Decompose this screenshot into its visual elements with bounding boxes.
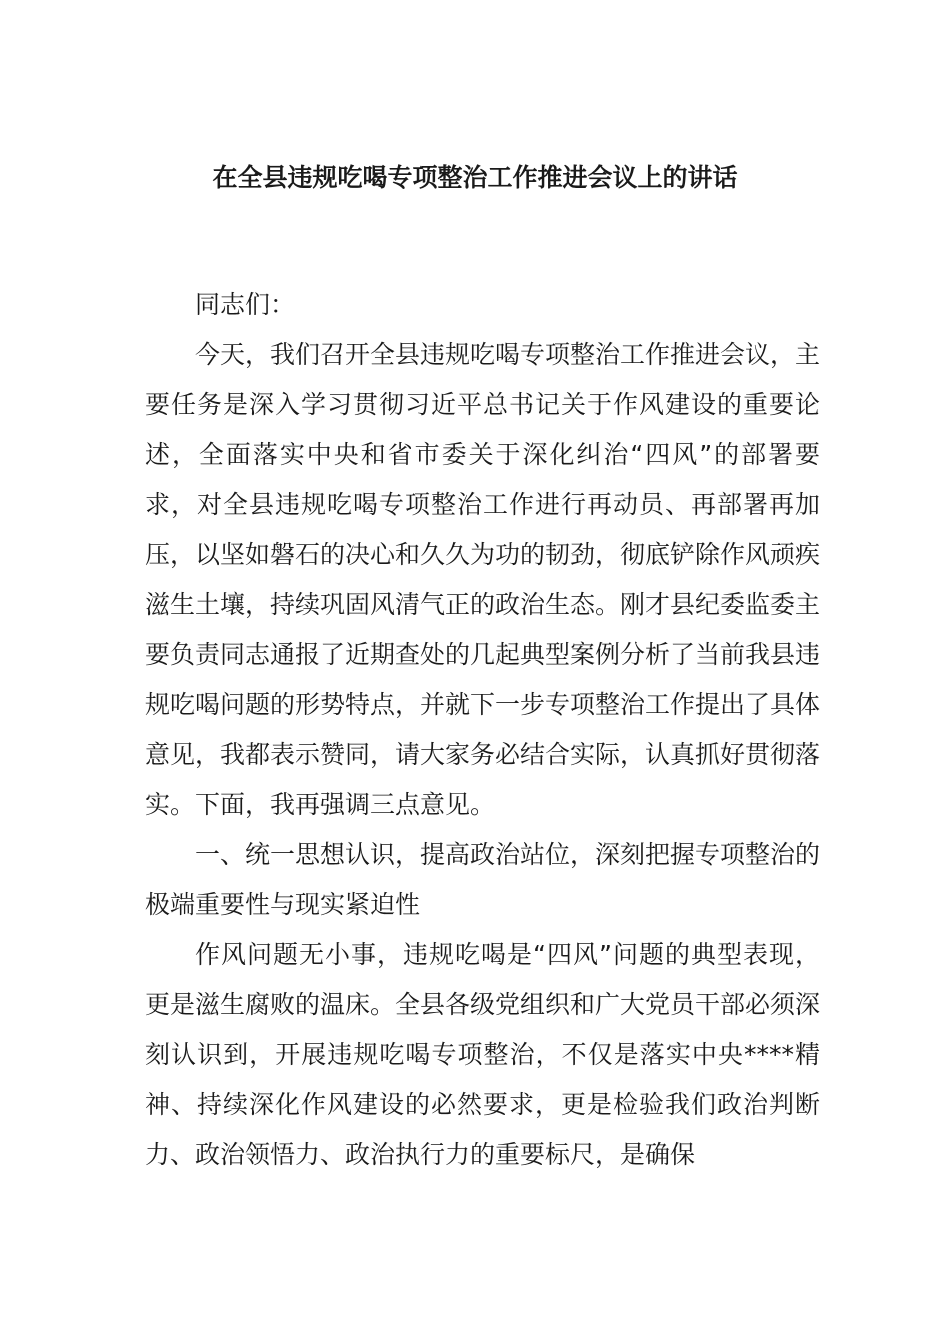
- salutation: 同志们：: [195, 290, 296, 319]
- document-body: [145, 280, 820, 1180]
- paragraph-intro: 今天，我们召开全县违规吃喝专项整治工作推进会议，主要任务是深入学习贯彻习近平总书记关于作风建设的重要论述，全面落实中央和省市委关于深化纠治“四风”的部署要求，对全县违规吃喝专项整治工作进行再动员、再部署再加压，以坚如磐石的决心和久久为功的韧劲，彻底铲除作风顽疾滋生土壤，持续巩固风清气正的政治生态。刚才县纪委监委主要负责同志通报了近期查处的几起典型案例分析了当前我县违规吃喝问题的形势特点，并就下一步专项整治工作提出了具体意见，我都表示赞同，请大家务必结合实际，认真抓好贯彻落实。下面，我再强调三点意见。: [145, 340, 821, 819]
- paragraph-section-1: 作风问题无小事，违规吃喝是“四风”问题的典型表现，更是滋生腐败的温床。全县各级党组织和广大党员干部必须深刻认识到，开展违规吃喝专项整治，不仅是落实中央****精神、持续深化作风建设的必然要求，更是检验我们政治判断力、政治领悟力、政治执行力的重要标尺，是确保: [145, 940, 821, 1169]
- document-title: 在全县违规吃喝专项整治工作推进会议上的讲话: [212, 163, 738, 192]
- section-heading-1: 一、统一思想认识，提高政治站位，深刻把握专项整治的极端重要性与现实紧迫性: [145, 840, 821, 919]
